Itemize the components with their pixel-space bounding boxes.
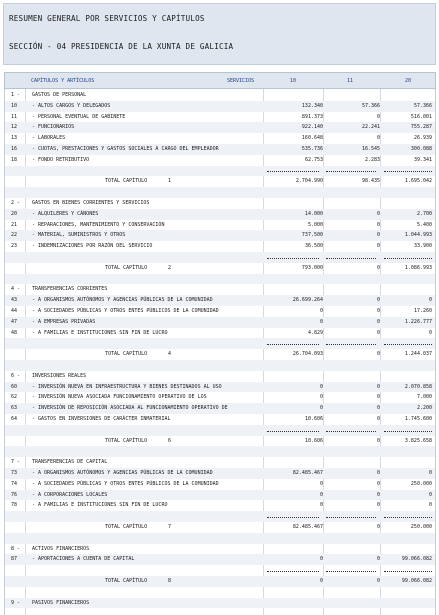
table-row (5, 554, 435, 565)
row-description: INVERSIONES REALES (32, 372, 87, 379)
value-col-10: 737.500 (301, 232, 323, 239)
value-col-20: 99.066.082 (401, 556, 432, 563)
row-description: - INVERSIÓN NUEVA EN INFRAESTRUCTURA Y BIENES DESTINADOS AL USO (32, 383, 222, 390)
total-row (5, 436, 435, 447)
value-col-10: 0 (319, 480, 323, 487)
value-col-20: 1.226.777 (404, 318, 432, 325)
row-description: GASTOS DE PERSONAL (32, 92, 87, 98)
header-col-10: 10 (290, 78, 297, 84)
value-col-10: 82.485.467 (292, 470, 323, 476)
value-col-20: 0 (428, 470, 432, 476)
table-row (5, 220, 435, 231)
row-code: 21 (11, 221, 18, 228)
row-description: - A ORGANISMOS AUTÓNOMOS Y AGENCIAS PÚBLICAS DE LA COMUNIDAD (32, 470, 213, 476)
value-col-10: 0 (319, 491, 323, 498)
table-row (5, 144, 435, 155)
value-col-11: 0 (376, 416, 380, 422)
subtotal-divider (326, 344, 376, 345)
row-code: 43 (11, 297, 18, 304)
value-col-11: 2.283 (364, 156, 380, 163)
value-col-10: 14.000 (304, 210, 323, 217)
row-description: TRANSFERENCIAS CORRIENTES (32, 286, 108, 293)
row-code: 10 (11, 102, 18, 109)
value-col-20: 755.287 (410, 124, 432, 131)
value-col-11: 0 (376, 524, 380, 530)
subtotal-divider (267, 431, 319, 432)
chapter-number: 7 (168, 524, 172, 530)
value-col-10: 82.485.467 (292, 524, 323, 530)
value-col-11: 0 (376, 394, 380, 401)
subtotal-divider (267, 258, 319, 259)
row-code: 76 (11, 491, 18, 498)
value-col-11: 0 (376, 135, 380, 142)
subtotal-divider (384, 171, 432, 172)
value-col-10: 62.753 (304, 156, 323, 163)
row-description: - FONDO RETRIBUTIVO (32, 156, 90, 163)
row-description: - LABORALES (32, 135, 66, 142)
value-col-11: 0 (376, 210, 380, 217)
row-code: 22 (11, 232, 18, 239)
report-header (3, 3, 436, 65)
table-row (5, 479, 435, 490)
table-row (5, 403, 435, 414)
table-row (5, 533, 435, 544)
value-col-11: 57.366 (361, 102, 380, 109)
table-row (5, 500, 435, 511)
value-col-11: 0 (376, 113, 380, 120)
subtotal-divider (326, 571, 376, 572)
table-row (5, 284, 435, 295)
value-col-10: 0 (319, 556, 323, 563)
table-row (5, 241, 435, 252)
table-row (5, 317, 435, 328)
table-row (5, 371, 435, 382)
subtotal-divider (326, 258, 376, 259)
value-col-11: 98.435 (361, 178, 380, 185)
row-description: GASTOS EN BIENES CORRIENTES Y SERVICIOS (32, 200, 150, 206)
value-col-10: 922.140 (301, 124, 323, 131)
value-col-20: 2.200 (416, 405, 432, 412)
value-col-20: 250.000 (410, 480, 432, 487)
value-col-20: 1.086.993 (404, 264, 432, 271)
subtotal-divider (384, 258, 432, 259)
table-row (5, 133, 435, 144)
row-code: 12 (11, 124, 18, 131)
value-col-10: 5.000 (307, 221, 323, 228)
row-description: - A CORPORACIONES LOCALES (32, 491, 108, 498)
subtotal-divider (267, 171, 319, 172)
value-col-11: 0 (376, 351, 380, 358)
row-description: - A SOCIEDADES PÚBLICAS Y OTROS ENTES PÚBLICOS DE LA COMUNIDAD (32, 308, 219, 314)
value-col-20: 0 (428, 329, 432, 336)
value-col-10: 10.606 (304, 437, 323, 444)
table-row (5, 209, 435, 220)
row-description: TRANSFERENCIAS DE CAPITAL (32, 459, 108, 466)
row-code: 74 (11, 480, 18, 487)
row-code: 18 (11, 156, 18, 163)
total-row (5, 263, 435, 274)
row-code: 60 (11, 383, 18, 390)
header-servicios: SERVICIOS (227, 78, 255, 84)
table-row (5, 187, 435, 198)
row-code: 8 - (11, 545, 21, 552)
value-col-11: 0 (376, 329, 380, 336)
table-row (5, 544, 435, 555)
subtotal-divider (267, 344, 319, 345)
value-col-10: 0 (319, 502, 323, 509)
value-col-20: 0 (428, 502, 432, 509)
subtotal-divider (326, 431, 376, 432)
row-code: 13 (11, 135, 18, 142)
row-description: - ALTOS CARGOS Y DELEGADOS (32, 102, 111, 109)
subtotal-divider (326, 517, 376, 518)
row-description: - APORTACIONES A CUENTA DE CAPITAL (32, 556, 135, 563)
value-col-11: 0 (376, 437, 380, 444)
value-col-11: 0 (376, 243, 380, 250)
total-label: TOTAL CAPÍTULO (105, 264, 148, 271)
value-col-20: 1.244.037 (404, 351, 432, 358)
value-col-20: 2.070.858 (404, 383, 432, 390)
row-description: ACTIVOS FINANCIEROS (32, 545, 90, 552)
row-code: 73 (11, 470, 18, 476)
value-col-11: 0 (376, 264, 380, 271)
header-col-11: 11 (347, 78, 354, 84)
row-description: - A EMPRESAS PRIVADAS (32, 318, 96, 325)
value-col-10: 2.704.990 (295, 178, 323, 185)
total-row (5, 576, 435, 587)
row-code: 2 - (11, 200, 21, 206)
chapter-number: 6 (168, 437, 172, 444)
value-col-10: 132.340 (301, 102, 323, 109)
value-col-20: 33.900 (413, 243, 432, 250)
row-code: 11 (11, 113, 18, 120)
row-description: - INVERSIÓN DE REPOSICIÓN ASOCIADA AL FUNCIONAMIENTO OPERATIVO DE (32, 405, 228, 412)
table-row (5, 90, 435, 101)
value-col-10: 0 (319, 394, 323, 401)
value-col-11: 0 (376, 308, 380, 314)
value-col-10: 0 (319, 578, 323, 584)
header-col-20: 20 (405, 78, 412, 84)
value-col-10: 891.373 (301, 113, 323, 120)
table-row (5, 112, 435, 123)
value-col-20: 0 (428, 491, 432, 498)
total-label: TOTAL CAPÍTULO (105, 578, 148, 584)
report-title: RESUMEN GENERAL POR SERVICIOS Y CAPÍTULOS (9, 14, 205, 23)
row-code: 47 (11, 318, 18, 325)
value-col-10: 0 (319, 405, 323, 412)
value-col-10: 0 (319, 308, 323, 314)
table-row (5, 587, 435, 598)
total-label: TOTAL CAPÍTULO (105, 351, 148, 358)
value-col-11: 0 (376, 556, 380, 563)
row-code: 87 (11, 556, 18, 563)
subtotal-divider (384, 344, 432, 345)
row-description: - INVERSIÓN NUEVA ASOCIADA FUNCIONAMIENTO OPERATIVO DE LOS (32, 394, 207, 401)
value-col-11: 0 (376, 578, 380, 584)
table-row (5, 468, 435, 479)
row-description: - A SOCIEDADES PÚBLICAS Y OTROS ENTES PÚBLICOS DE LA COMUNIDAD (32, 480, 219, 487)
row-code: 7 - (11, 459, 21, 466)
subtotal-divider (384, 431, 432, 432)
value-col-11: 0 (376, 221, 380, 228)
header-capitulos: CAPÍTULOS Y ARTÍCULOS (31, 78, 95, 84)
value-col-10: 793.000 (301, 264, 323, 271)
subtotal-divider (267, 517, 319, 518)
value-col-20: 1.044.993 (404, 232, 432, 239)
chapter-number: 1 (168, 178, 172, 185)
value-col-20: 1.695.042 (404, 178, 432, 185)
subtotal-divider (384, 517, 432, 518)
subtotal-divider (384, 571, 432, 572)
value-col-11: 0 (376, 502, 380, 509)
row-code: 9 - (11, 599, 21, 606)
total-label: TOTAL CAPÍTULO (105, 178, 148, 185)
chapter-number: 4 (168, 351, 172, 358)
row-code: 23 (11, 243, 18, 250)
value-col-11: 22.241 (361, 124, 380, 131)
row-code: 6 - (11, 372, 21, 379)
value-col-11: 16.545 (361, 146, 380, 152)
table-row (5, 490, 435, 501)
value-col-20: 7.000 (416, 394, 432, 401)
value-col-10: 160.648 (301, 135, 323, 142)
row-code: 62 (11, 394, 18, 401)
row-code: 48 (11, 329, 18, 336)
row-code: 44 (11, 308, 18, 314)
row-description: - A FAMILIAS E INSTITUCIONES SIN FIN DE LUCRO (32, 502, 168, 509)
table-row (5, 392, 435, 403)
row-description: - A ORGANISMOS AUTÓNOMOS Y AGENCIAS PÚBLICAS DE LA COMUNIDAD (32, 297, 213, 304)
value-col-10: 0 (319, 318, 323, 325)
row-code: 1 - (11, 92, 21, 98)
value-col-20: 300.088 (410, 146, 432, 152)
value-col-20: 99.066.082 (401, 578, 432, 584)
row-code: 64 (11, 416, 18, 422)
value-col-20: 0 (428, 297, 432, 304)
value-col-20: 3.825.658 (404, 437, 432, 444)
value-col-20: 26.939 (413, 135, 432, 142)
value-col-11: 0 (376, 297, 380, 304)
table-row (5, 414, 435, 425)
table-row (5, 360, 435, 371)
chapter-number: 8 (168, 578, 172, 584)
row-description: - REPARACIONES, MANTENIMIENTO Y CONSERVACIÓN (32, 221, 165, 228)
table-row (5, 274, 435, 285)
table-row (5, 328, 435, 339)
row-description: - CUOTAS, PRESTACIONES Y GASTOS SOCIALES A CARGO DEL EMPLEADOR (32, 146, 219, 152)
table-row (5, 306, 435, 317)
value-col-11: 0 (376, 232, 380, 239)
value-col-10: 0 (319, 383, 323, 390)
value-col-20: 250.000 (410, 524, 432, 530)
value-col-20: 1.745.600 (404, 416, 432, 422)
total-label: TOTAL CAPÍTULO (105, 524, 148, 530)
total-row (5, 349, 435, 360)
table-header (4, 72, 436, 89)
table-row (5, 446, 435, 457)
table-row (5, 101, 435, 112)
value-col-11: 0 (376, 383, 380, 390)
value-col-11: 0 (376, 491, 380, 498)
section-title: SECCIÓN - 04 PRESIDENCIA DE LA XUNTA DE GALICIA (9, 42, 234, 51)
row-code: 78 (11, 502, 18, 509)
value-col-10: 26.699.264 (292, 297, 323, 304)
row-code: 4 - (11, 286, 21, 293)
value-col-20: 39.341 (413, 156, 432, 163)
value-col-11: 0 (376, 405, 380, 412)
row-description: - FUNCIONARIOS (32, 124, 75, 131)
value-col-11: 0 (376, 480, 380, 487)
row-description: - GASTOS EN INVERSIONES DE CARÁCTER INMATERIAL (32, 416, 171, 422)
value-col-20: 5.400 (416, 221, 432, 228)
row-description: - PERSONAL EVENTUAL DE GABINETE (32, 113, 126, 120)
table-row (5, 230, 435, 241)
budget-table (4, 89, 436, 615)
value-col-20: 516.001 (410, 113, 432, 120)
row-description: - ALQUILERES Y CÁNONES (32, 210, 99, 217)
row-description: - MATERIAL, SUMINISTROS Y OTROS (32, 232, 126, 239)
table-row (5, 598, 435, 609)
value-col-10: 4.829 (307, 329, 323, 336)
value-col-20: 2.700 (416, 210, 432, 217)
row-code: 20 (11, 210, 18, 217)
value-col-10: 10.606 (304, 416, 323, 422)
value-col-20: 57.366 (413, 102, 432, 109)
chapter-number: 2 (168, 264, 172, 271)
row-code: 63 (11, 405, 18, 412)
row-code: 16 (11, 146, 18, 152)
value-col-11: 0 (376, 318, 380, 325)
table-row (5, 155, 435, 166)
row-description: - INDEMNIZACIONES POR RAZÓN DEL SERVICIO (32, 243, 153, 250)
total-label: TOTAL CAPÍTULO (105, 437, 148, 444)
value-col-10: 535.736 (301, 146, 323, 152)
table-row (5, 382, 435, 393)
table-row (5, 198, 435, 209)
total-row (5, 522, 435, 533)
table-row (5, 295, 435, 306)
total-row (5, 176, 435, 187)
subtotal-divider (267, 571, 319, 572)
table-row (5, 122, 435, 133)
value-col-10: 26.704.093 (292, 351, 323, 358)
row-description: - A FAMILIAS E INSTITUCIONES SIN FIN DE LUCRO (32, 329, 168, 336)
table-row (5, 457, 435, 468)
value-col-10: 36.500 (304, 243, 323, 250)
value-col-11: 0 (376, 470, 380, 476)
value-col-20: 17.260 (413, 308, 432, 314)
subtotal-divider (326, 171, 376, 172)
row-description: PASIVOS FINANCIEROS (32, 599, 90, 606)
